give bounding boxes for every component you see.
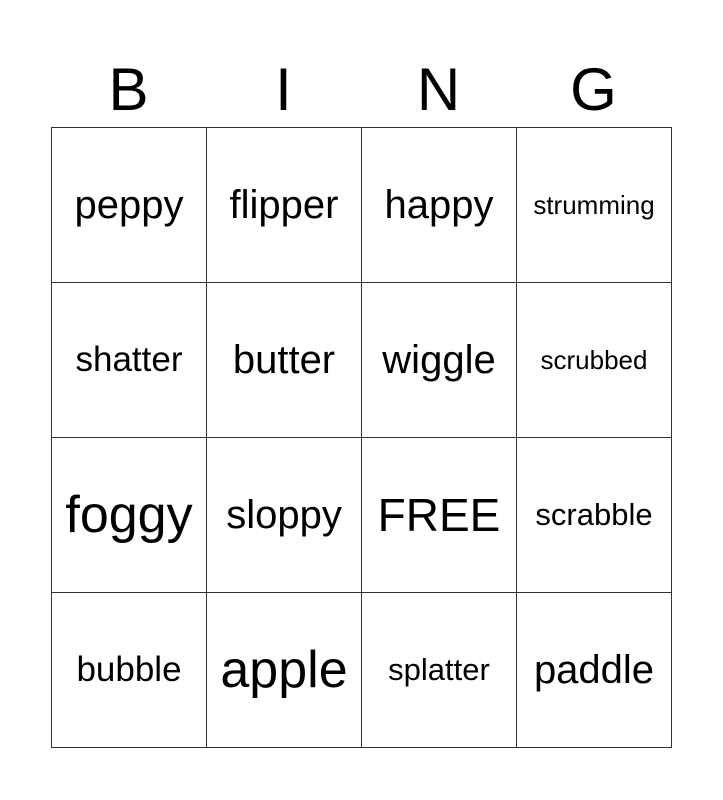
bingo-cell[interactable]: butter [207,283,362,438]
bingo-cell[interactable]: shatter [52,283,207,438]
bingo-cell[interactable]: scrabble [517,438,672,593]
bingo-cell[interactable]: foggy [52,438,207,593]
bingo-cell[interactable]: bubble [52,593,207,748]
bingo-cell[interactable]: apple [207,593,362,748]
header-letter-i: I [275,56,292,123]
bingo-cell[interactable]: paddle [517,593,672,748]
free-space-cell[interactable]: FREE [362,438,517,593]
bingo-board [51,127,672,748]
header-letter-g: G [570,56,617,123]
header-letter-n: N [416,56,461,123]
bingo-cell[interactable]: happy [362,128,517,283]
bingo-cell[interactable]: strumming [517,128,672,283]
bingo-cell[interactable]: flipper [207,128,362,283]
bingo-cell[interactable]: peppy [52,128,207,283]
bingo-cell[interactable]: wiggle [362,283,517,438]
header-letter-b: B [108,56,149,123]
bingo-cell[interactable]: sloppy [207,438,362,593]
bingo-cell[interactable]: splatter [362,593,517,748]
bingo-cell[interactable]: scrubbed [517,283,672,438]
bingo-header [51,52,671,128]
